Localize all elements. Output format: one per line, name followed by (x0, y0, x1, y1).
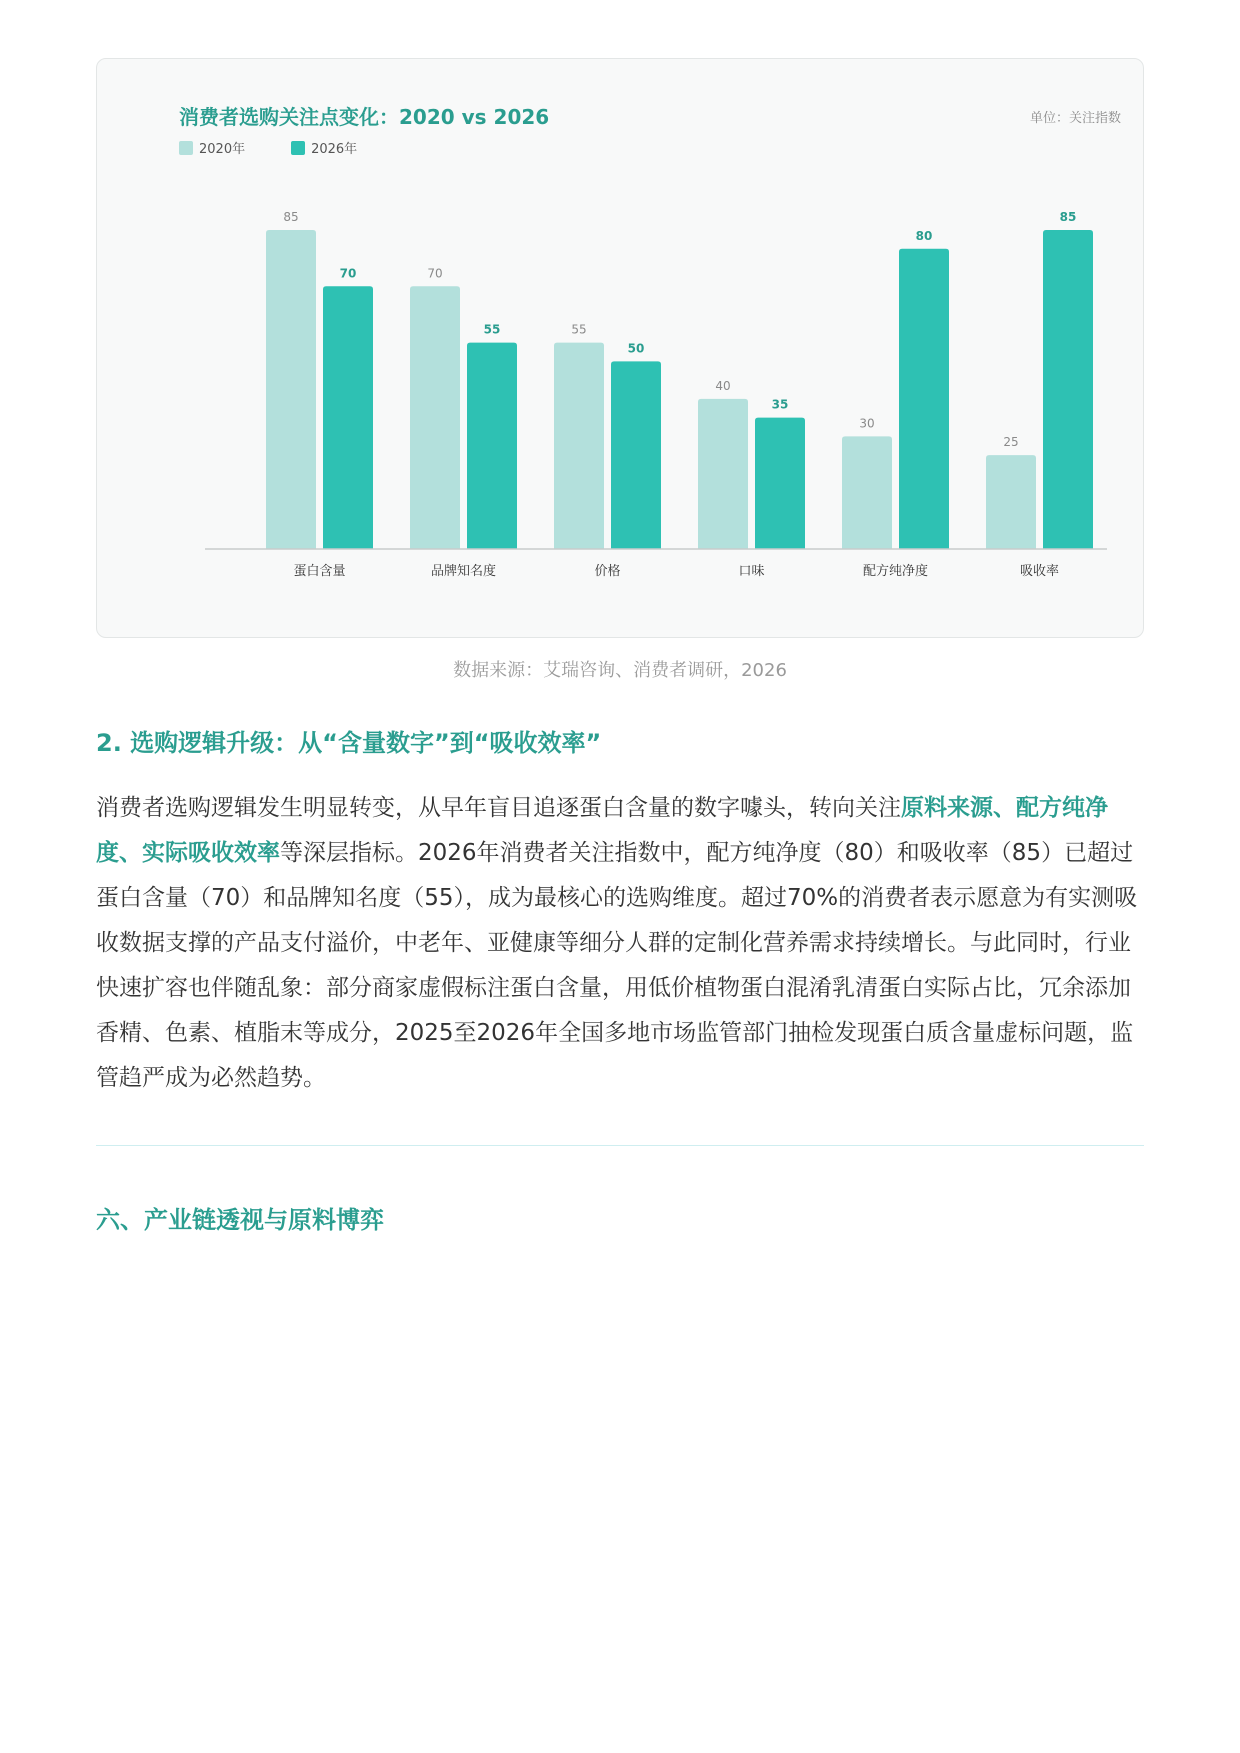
data-label-2020-5: 25 (1003, 435, 1019, 450)
x-tick-label-5: 吸收率 (1019, 564, 1060, 579)
chart-card (96, 58, 1144, 638)
data-label-2026-4: 80 (915, 228, 933, 243)
data-label-2020-2: 55 (571, 322, 587, 337)
bar-2026-1 (467, 343, 517, 549)
bar-2026-0 (323, 286, 373, 549)
legend-swatch-2026 (291, 141, 305, 155)
chart-title: 消费者选购关注点变化：2020 vs 2026 (179, 105, 550, 129)
data-label-2020-1: 70 (427, 266, 443, 281)
data-label-2026-0: 70 (339, 266, 357, 281)
data-label-2020-0: 85 (283, 210, 299, 224)
data-label-2026-2: 50 (627, 341, 645, 356)
legend-label-2020: 2020年 (199, 142, 246, 157)
data-label-2020-3: 40 (715, 378, 731, 393)
chart-unit-label: 单位：关注指数 (1029, 111, 1121, 126)
section-2-heading: 2. 选购逻辑升级：从“含量数字”到“吸收效率” (96, 729, 602, 757)
paragraph-highlight: 原料来源、配方纯净度、实际吸收效率 (96, 795, 1108, 866)
bar-2020-3 (698, 399, 748, 549)
x-tick-label-3: 口味 (738, 564, 765, 579)
data-label-2026-3: 35 (771, 397, 789, 412)
bar-2026-4 (899, 249, 949, 549)
legend-label-2026: 2026年 (311, 142, 358, 157)
data-label-2020-4: 30 (859, 416, 875, 431)
x-tick-label-0: 蛋白含量 (293, 564, 346, 579)
legend-item-2020 (179, 138, 245, 157)
section-divider (96, 1145, 1144, 1146)
data-label-2026-1: 55 (483, 322, 501, 337)
legend-swatch-2020 (179, 141, 193, 155)
paragraph-text-1: 消费者选购逻辑发生明显转变，从早年盲目追逐蛋白含量的数字噱头，转向关注 (96, 795, 901, 821)
legend-item-2026 (291, 138, 357, 157)
bar-2020-4 (842, 436, 892, 549)
bar-2020-1 (410, 286, 460, 549)
paragraph-text-2: 等深层指标。2026年消费者关注指数中，配方纯净度（80）和吸收率（85）已超过蛋白含量（70）和品牌知名度（55），成为最核心的选购维度。超过70%的消费者表示愿意为有实测吸收数据支撑的产品支付溢价，中老年、亚健康等细分人群的定制化营养需求持续增长。与此同时，行业快速扩容也伴随乱象：部分商家虚假标注蛋白含量，用低价植物蛋白混淆乳清蛋白实际占比，冗余添加香精、色素、植脂末等成分，2025至2026年全国多地市场监管部门抽检发现蛋白质含量虚标问题，监管趋严成为必然趋势。 (96, 840, 1138, 1091)
bar-2026-2 (611, 361, 661, 549)
data-label-2026-5: 85 (1059, 210, 1077, 224)
x-tick-label-2: 价格 (594, 564, 621, 579)
bar-2026-5 (1043, 230, 1093, 549)
chart-legend (179, 138, 357, 157)
bar-2020-2 (554, 343, 604, 549)
x-tick-label-4: 配方纯净度 (862, 564, 929, 579)
x-tick-label-1: 品牌知名度 (430, 564, 497, 579)
bar-2020-5 (986, 455, 1036, 549)
chart-source: 数据来源：艾瑞咨询、消费者调研，2026 (453, 660, 787, 681)
bar-2026-3 (755, 418, 805, 549)
section-6-heading: 六、产业链透视与原料博弈 (96, 1206, 384, 1234)
section-2-paragraph (96, 786, 1146, 1101)
bar-2020-0 (266, 230, 316, 549)
